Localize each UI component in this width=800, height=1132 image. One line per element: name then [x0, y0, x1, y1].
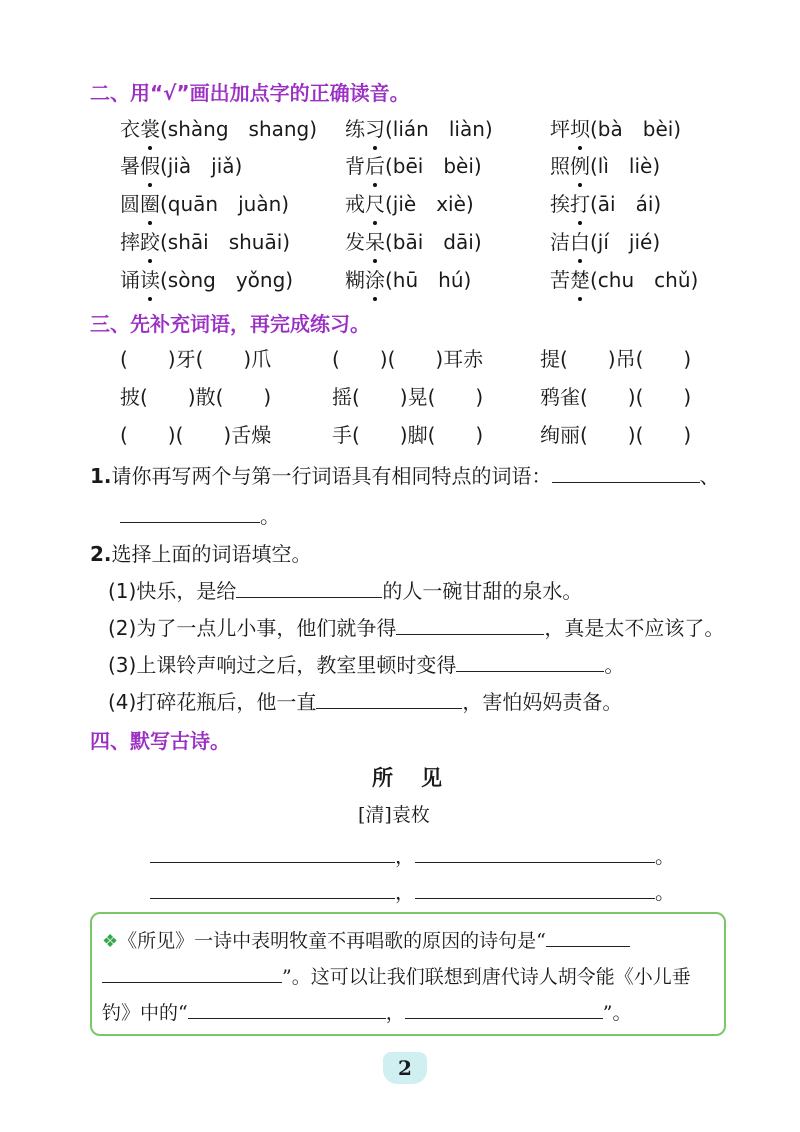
poem-period: 。 — [655, 880, 675, 904]
question-1 — [90, 460, 720, 489]
pinyin-options[interactable]: (quān juàn) — [160, 192, 290, 216]
word-char: 练 — [345, 117, 365, 141]
word-char: 衣 — [120, 117, 140, 141]
fill-word[interactable]: 披( )散( ) — [120, 385, 272, 409]
box-text-end: ”。 — [602, 1002, 632, 1024]
pinyin-options[interactable]: (shàng shang) — [160, 117, 318, 141]
section-2-heading: 二、用“√”画出加点字的正确读音。 — [90, 81, 410, 105]
poem-comma: ， — [395, 844, 415, 868]
word-char: 挨 — [550, 192, 570, 216]
word-char: 诵 — [120, 268, 140, 292]
dotted-char: 涂 — [365, 268, 385, 292]
pinyin-item — [550, 113, 681, 142]
answer-blank-1b[interactable] — [120, 504, 260, 523]
box-line-3 — [102, 998, 631, 1025]
question-2-text: 选择上面的词语填空。 — [111, 542, 312, 566]
word-char: 糊 — [345, 268, 365, 292]
box-blank-3[interactable] — [188, 1000, 386, 1019]
pinyin-options[interactable]: (bāi dāi) — [385, 230, 482, 254]
item-2-pre: (2)为了一点儿小事，他们就争得 — [108, 616, 397, 640]
item-4 — [108, 686, 622, 715]
dotted-char: 白 — [570, 230, 590, 254]
question-1-number: 1. — [90, 464, 112, 488]
poem-comma: ， — [395, 880, 415, 904]
pinyin-item — [120, 113, 317, 142]
box-line-2 — [102, 962, 691, 989]
dotted-char: 例 — [570, 154, 590, 178]
pinyin-item — [550, 150, 660, 179]
pinyin-item — [345, 150, 482, 179]
pinyin-options[interactable]: (āi ái) — [590, 192, 662, 216]
item-3-post: 。 — [604, 653, 625, 677]
question-2 — [90, 538, 312, 567]
pinyin-item — [550, 264, 698, 293]
word-char: 坪 — [550, 117, 570, 141]
item-2-blank[interactable] — [396, 616, 544, 635]
question-1-cont — [120, 500, 280, 529]
word-char: 戒 — [345, 192, 365, 216]
dotted-char: 打 — [570, 192, 590, 216]
box-line-1 — [102, 926, 630, 953]
item-4-blank[interactable] — [316, 690, 462, 709]
pinyin-options[interactable]: (lián liàn) — [385, 117, 493, 141]
pinyin-item — [345, 188, 474, 217]
pinyin-item — [550, 188, 661, 217]
poem-title: 所见 — [372, 765, 470, 790]
poem-blank-1a[interactable] — [150, 844, 395, 863]
poem-line-1 — [150, 840, 675, 869]
poem-blank-1b[interactable] — [415, 844, 655, 863]
fill-word[interactable]: 鸦雀( )( ) — [540, 385, 692, 409]
item-1 — [108, 575, 582, 604]
fill-word[interactable]: ( )( )舌燥 — [120, 423, 272, 447]
poem-blank-2a[interactable] — [150, 880, 395, 899]
dotted-char: 楚 — [570, 268, 590, 292]
word-char: 摔 — [120, 230, 140, 254]
pinyin-item — [345, 113, 493, 142]
item-2 — [108, 612, 724, 641]
pinyin-item — [345, 264, 471, 293]
dotted-char: 后 — [365, 154, 385, 178]
dotted-char: 尺 — [365, 192, 385, 216]
item-1-blank[interactable] — [236, 579, 382, 598]
box-blank-2[interactable] — [102, 964, 282, 983]
pinyin-options[interactable]: (chu chǔ) — [590, 268, 699, 292]
box-text-2: ”。这可以让我们联想到唐代诗人胡令能《小儿垂 — [282, 966, 691, 988]
poem-line-2 — [150, 876, 675, 905]
pinyin-item — [120, 264, 293, 293]
word-char: 洁 — [550, 230, 570, 254]
pinyin-options[interactable]: (bēi bèi) — [385, 154, 482, 178]
box-text-3: 钓》中的“ — [102, 1002, 188, 1024]
item-3 — [108, 649, 624, 678]
word-char: 圆 — [120, 192, 140, 216]
pinyin-options[interactable]: (shāi shuāi) — [160, 230, 291, 254]
pinyin-options[interactable]: (sòng yǒng) — [160, 268, 294, 292]
pinyin-item — [120, 188, 289, 217]
fill-word[interactable]: 提( )吊( ) — [540, 347, 692, 371]
question-1-text: 请你再写两个与第一行词语具有相同特点的词语： — [111, 464, 552, 488]
pinyin-options[interactable]: (jiè xiè) — [385, 192, 474, 216]
box-blank-1[interactable] — [546, 928, 630, 947]
item-3-blank[interactable] — [456, 653, 604, 672]
dotted-char: 裳 — [140, 117, 160, 141]
item-4-pre: (4)打碎花瓶后，他一直 — [108, 690, 317, 714]
word-char: 背 — [345, 154, 365, 178]
pinyin-options[interactable]: (bà bèi) — [590, 117, 682, 141]
pinyin-options[interactable]: (hū hú) — [385, 268, 472, 292]
fill-word[interactable]: ( )牙( )爪 — [120, 347, 272, 371]
poem-author: [清]袁枚 — [358, 804, 430, 826]
pinyin-item — [550, 226, 660, 255]
dotted-char: 坝 — [570, 117, 590, 141]
pinyin-item — [120, 226, 290, 255]
fill-word[interactable]: 手( )脚( ) — [332, 423, 484, 447]
word-char: 照 — [550, 154, 570, 178]
end-mark: 。 — [260, 504, 280, 528]
dotted-char: 读 — [140, 268, 160, 292]
box-comma: ， — [385, 1002, 405, 1024]
poem-blank-2b[interactable] — [415, 880, 655, 899]
fill-word[interactable]: 绚丽( )( ) — [540, 423, 692, 447]
item-2-post: ，真是太不应该了。 — [544, 616, 725, 640]
poem-period: 。 — [655, 844, 675, 868]
fill-word[interactable]: 摇( )晃( ) — [332, 385, 484, 409]
item-1-pre: (1)快乐，是给 — [108, 579, 237, 603]
pinyin-item — [120, 150, 242, 179]
page-number: 2 — [383, 1052, 427, 1084]
pinyin-options[interactable]: (lì liè) — [590, 154, 661, 178]
answer-blank-1a[interactable] — [552, 464, 700, 483]
fill-word[interactable]: ( )( )耳赤 — [332, 347, 484, 371]
dotted-char: 呆 — [365, 230, 385, 254]
word-char: 苦 — [550, 268, 570, 292]
word-char: 发 — [345, 230, 365, 254]
pinyin-item — [345, 226, 482, 255]
word-char: 暑 — [120, 154, 140, 178]
question-2-number: 2. — [90, 542, 112, 566]
pinyin-options[interactable]: (jià jiǎ) — [160, 154, 243, 178]
diamond-bullet-icon: ❖ — [102, 931, 119, 952]
dotted-char: 圈 — [140, 192, 160, 216]
dotted-char: 习 — [365, 117, 385, 141]
separator: 、 — [699, 464, 720, 488]
pinyin-options[interactable]: (jí jié) — [590, 230, 661, 254]
box-blank-4[interactable] — [405, 1000, 603, 1019]
section-3-heading: 三、先补充词语，再完成练习。 — [90, 312, 370, 336]
dotted-char: 跤 — [140, 230, 160, 254]
item-3-pre: (3)上课铃声响过之后，教室里顿时变得 — [108, 653, 457, 677]
dotted-char: 假 — [140, 154, 160, 178]
box-text-1: 《所见》一诗中表明牧童不再唱歌的原因的诗句是“ — [118, 930, 546, 952]
item-1-post: 的人一碗甘甜的泉水。 — [382, 579, 583, 603]
section-4-heading: 四、默写古诗。 — [90, 729, 230, 753]
item-4-post: ，害怕妈妈责备。 — [462, 690, 623, 714]
